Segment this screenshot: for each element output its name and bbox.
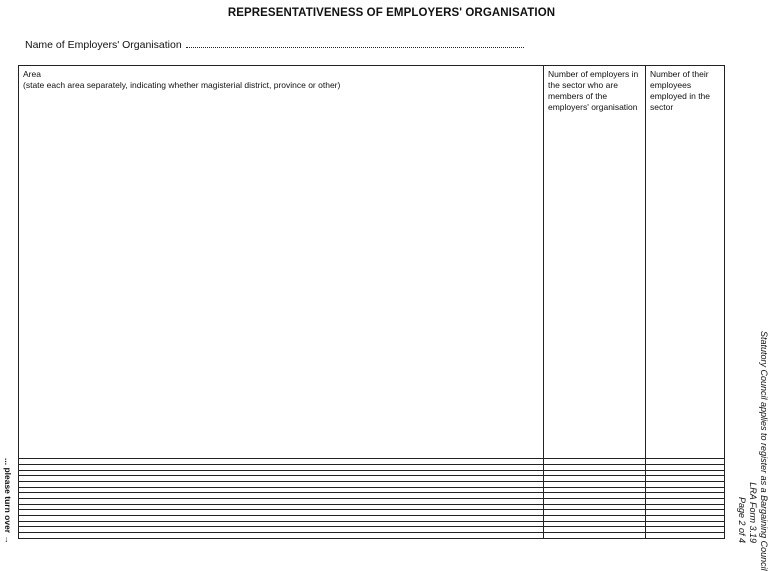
area-cell[interactable] (19, 533, 544, 539)
representativeness-table (18, 65, 725, 539)
employees-column-header: Number of their employees employed in the sector (646, 66, 725, 459)
table-header-row (19, 66, 725, 459)
form-title: REPRESENTATIVENESS OF EMPLOYERS' ORGANISATION (227, 7, 556, 19)
organisation-name-label: Name of Employers' Organisation (25, 39, 182, 51)
area-column-header (19, 66, 544, 459)
organisation-name-input-line[interactable] (186, 38, 524, 48)
area-header-label: Area (23, 69, 41, 79)
organisation-name-field[interactable] (25, 38, 524, 51)
form-footer-page: Page 2 of 4 (737, 496, 747, 543)
employers-count-cell[interactable] (544, 533, 646, 539)
form-footer (736, 331, 769, 571)
area-header-note: (state each area separately, indicating whether magisterial district, province or other) (23, 80, 341, 90)
form-footer-ref: LRA Form 3.19 (748, 482, 758, 543)
form-footer-description: Statutory Council applies to register as a Bargaining Council (759, 331, 769, 571)
please-turn-over-note: ... please turn over → (3, 458, 13, 544)
employees-count-cell[interactable] (646, 533, 725, 539)
employers-column-header: Number of employers in the sector who are members of the employers' organisation (544, 66, 646, 459)
table-row (19, 533, 725, 539)
